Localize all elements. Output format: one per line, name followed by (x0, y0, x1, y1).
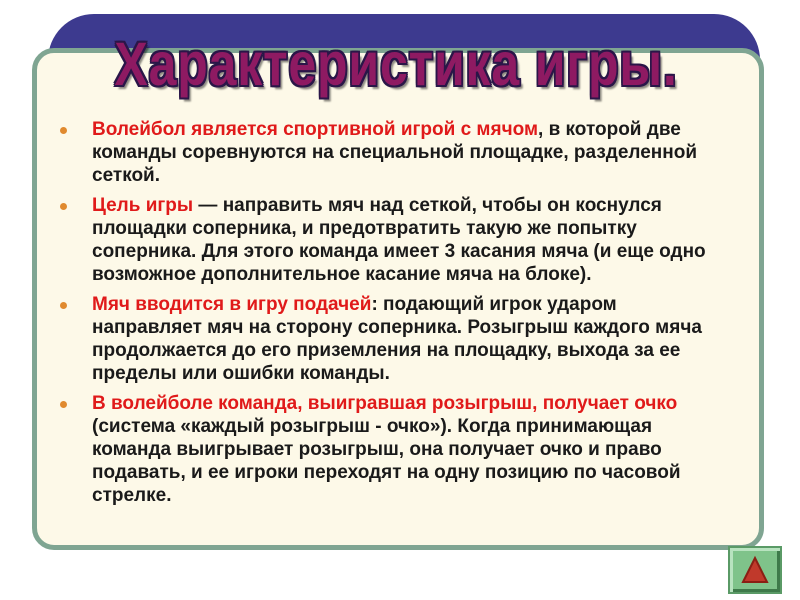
slide-title: Характеристика игры. (114, 30, 678, 98)
bullet-text: , в которой две команды соревнуются на специальной площадке, разделенной сеткой. (92, 119, 698, 186)
bullet-highlight: Мяч вводится в игру подачей (92, 294, 372, 315)
bullet-dot-icon (60, 203, 67, 210)
bullet-text: (система «каждый розыгрыш - очко»). Когда принимающая команда выигрывает розыгрыш, она получает очко и право подавать, и ее игроки переходят на одну позицию по часовой стрелке. (92, 416, 681, 506)
back-button[interactable] (728, 546, 782, 594)
bullet-dot-icon (60, 127, 67, 134)
bullet-item-1 (58, 118, 730, 187)
bullet-highlight: Цель игры (92, 195, 194, 216)
bullet-dot-icon (60, 401, 67, 408)
back-arrow-icon (730, 548, 780, 592)
bullet-highlight: В волейболе команда, выигравшая розыгрыш, получает очко (92, 393, 678, 414)
bullet-text: : подающий игрок ударом направляет мяч на сторону соперника. Розыгрыш каждого мяча продолжается до его приземления на площадку, выхода за ее пределы или ошибки команды. (92, 294, 702, 384)
bullet-item-4 (58, 392, 730, 507)
bullet-text: — направить мяч над сеткой, чтобы он коснулся площадки соперника, и предотвратить такую же попытку соперника. Для этого команда имеет 3 касания мяча (и еще одно возможное дополнительное касание мяча на блоке). (92, 195, 706, 285)
bullet-item-2 (58, 194, 730, 286)
bullet-list (58, 118, 730, 514)
bullet-dot-icon (60, 302, 67, 309)
bullet-item-3 (58, 293, 730, 385)
bullet-highlight: Волейбол является спортивной игрой с мячом (92, 119, 539, 140)
